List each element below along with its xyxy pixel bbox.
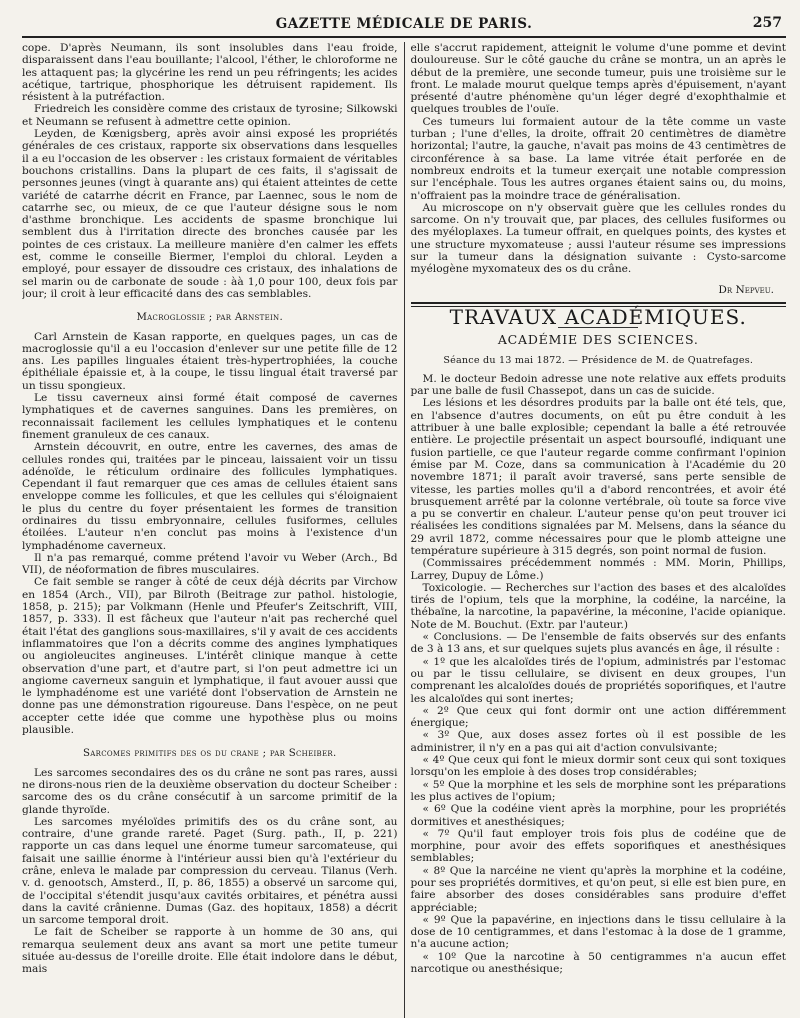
section-main-title: TRAVAUX ACADÉMIQUES. bbox=[449, 304, 747, 329]
paragraph: Le tissu caverneux ainsi formé était composé de cavernes lymphatiques et de cavernes sanguines. Dans les premières, on reconnaissait facilement les cellules lymphatiques et le contenu finement granuleux de ces canaux. bbox=[22, 392, 398, 441]
paragraph: Carl Arnstein de Kasan rapporte, en quelques pages, un cas de macroglossie qu'il a eu l'occasion d'enlever sur une petite fille de 12 ans. Les papilles linguales étaient très-hypertrophiées, la couche épithéliale épaissie et, à la coupe, le tissu lingual était traversé par un tissu spongieux. bbox=[22, 330, 398, 392]
conclusion-item: « 7º Qu'il faut employer trois fois plus de codéine que de morphine, pour avoir des effets soporifiques et anesthésiques semblables; bbox=[410, 827, 786, 865]
section-heading-sarcomes: Sarcomes primitifs des os du crane ; par Scheiber. bbox=[82, 748, 337, 760]
session-line: Séance du 13 mai 1872. — Présidence de M. de Quatrefages. bbox=[443, 354, 754, 366]
conclusion-item: « 9º Que la papavérine, en injections dans le tissu cellulaire à la dose de 10 centigrammes, et dans l'estomac à la dose de 1 gramme, n'a aucune action; bbox=[410, 913, 786, 951]
conclusion-item: « 6º Que la codéine vient après la morphine, pour les propriétés dormitives et anesthésiques; bbox=[410, 803, 786, 828]
paragraph: Les sarcomes myéloïdes primitifs des os du crâne sont, au contraire, d'une grande rareté. Paget (Surg. path., II, p. 221) rapporte un cas dans lequel une énorme tumeur sarcomateuse, qui faisait une saillie énorme à l'intérieur aussi bien qu'à l'extérieur du crâne, enleva le malade par compression du cerveau. Tilanus (Verh. v. d. genootsch, Amsterd., II, p. 86, 1855) a observé un sarcome qui, de l'occipital s'étendit jusqu'aux cavités orbitaires, et pénétra aussi dans la cavité crânienne. Dumas (Gaz. des hopitaux, 1858) a décrit un sarcome temporal droit. bbox=[22, 815, 398, 927]
paragraph: Leyden, de Kœnigsberg, après avoir ainsi exposé les propriétés générales de ces cristaux, rapporte six observations dans lesquelles il a eu l'occasion de les observer : les cristaux formaient de véritables bouchons cristallins. Dans la plupart de ces faits, il s'agissait de personnes jeunes (vingt à quarante ans) qui étaient atteintes de cette variété de catarrhe décrit en France, par Laennec, sous le nom de catarrhe sec, ou mieux, de ce que l'auteur désigne sous le nom d'asthme bronchique. Les accidents de spasme bronchique lui semblent dus à l'irritation directe des bronches causée par les pointes de ces cristaux. La meilleure manière d'en calmer les effets est, comme le conseille Biermer, l'emploi du chloral. Leyden a employé, pour essayer de dissoudre ces cristaux, des inhalations de sel marin ou de carbonate de soude : àà 1,0 pour 100, deux fois par jour; il croit à leur efficacité dans des cas semblables. bbox=[22, 128, 398, 300]
paragraph: Les lésions et les désordres produits par la balle ont été tels, que, en l'absence d'autres documents, on eût pu être conduit à les attribuer à une balle explosible; cependant la balle a été retrouvée entière. Le projectile présentait un aspect boursouflé, indiquant une fusion partielle, ce que l'auteur regarde comme confirmant l'opinion émise par M. Coze, dans sa communication à l'Académie du 20 novembre 1871; il paraît avoir traversé, sans perte sensible de vitesse, les parties molles qu'il a d'abord rencontrées, et avoir été brusquement arrêté par la colonne vertébrale, où toute sa force vive a pu se convertir en chaleur. L'auteur pense qu'on peut trouver ici réalisées les conditions signalées par M. Melsens, dans la séance du 29 avril 1872, comme nécessaires pour que le plomb atteigne une température supérieure à 315 degrés, son point normal de fusion. bbox=[410, 397, 786, 557]
right-column bbox=[405, 42, 787, 1018]
page-number: 257 bbox=[752, 15, 782, 31]
paragraph: Au microscope on n'y observait guère que les cellules rondes du sarcome. On n'y trouvait que, par places, des cellules fusiformes ou des myéloplaxes. La tumeur offrait, en quelques points, des kystes et une structure myxomateuse ; aussi l'auteur résume ses impressions sur la tumeur dans la désignation suivante : Cysto-sarcome myélogène myxomateux des os du crâne. bbox=[410, 201, 786, 276]
paragraph: cope. D'après Neumann, ils sont insolubles dans l'eau froide, disparaissent dans l'eau bouillante; l'alcool, l'éther, le chloroforme ne les attaquent pas; la glycérine les rend un peu réfringents; les acides acétique, tartrique, phosphorique les détruisent rapidement. Ils résistent à la putréfaction. bbox=[22, 42, 398, 104]
paragraph: Il n'a pas remarqué, comme prétend l'avoir vu Weber (Arch., Bd VII), de néoformation de fibres musculaires. bbox=[22, 551, 398, 577]
paragraph: elle s'accrut rapidement, atteignit le volume d'une pomme et devint douloureuse. Sur le côté gauche du crâne se montra, un an après le début de la première, une seconde tumeur, puis une troisième sur le front. Le malade mourut quelque temps après d'épuisement, n'ayant présenté d'autre phénomène qu'un léger degré d'exophthalmie et quelques troubles de l'ouïe. bbox=[410, 42, 786, 116]
author-signature: Dr Nepveu. bbox=[718, 283, 774, 296]
paragraph: Arnstein découvrit, en outre, entre les cavernes, des amas de cellules rondes qui, traitées par le pinceau, laissaient voir un tissu adénoïde, le réticulum ordinaire des follicules lymphatiques. Cependant il faut remarquer que ces amas de cellules étaient sans enveloppe comme les follicules, et que les cellules qui s'éloignaient le plus du centre du foyer présentaient les formes de transition ordinaires du tissu embryonnaire, cellules fusiformes, cellules étoilées. L'auteur n'en conclut pas moins à l'existence d'un lymphadénome caverneux. bbox=[22, 441, 398, 552]
two-column-body bbox=[22, 42, 786, 1018]
toxicology-paragraph: Toxicologie. — Recherches sur l'action des bases et des alcaloïdes tirés de l'opium, tels que la morphine, la codéine, la narcéine, la thébaïne, la narcotine, la papavérine, la méconine, l'acide opianique. Note de M. Bouchut. (Extr. par l'auteur.) bbox=[410, 581, 786, 631]
paragraph: Les sarcomes secondaires des os du crâne ne sont pas rares, aussi ne dirons-nous rien de la deuxième observation du docteur Scheiber : sarcome des os du crâne consécutif à un sarcome primitif de la glande thyroïde. bbox=[22, 766, 398, 816]
paragraph: Le fait de Scheiber se rapporte à un homme de 30 ans, qui remarqua seulement deux ans avant sa mort une petite tumeur située au-dessus de l'oreille droite. Elle était indolore dans le début, mais bbox=[22, 926, 398, 976]
conclusion-item: « 3º Que, aux doses assez fortes où il est possible de les administrer, il n'y en a pas qui ait d'action convulsivante; bbox=[410, 729, 786, 754]
conclusion-item: « Conclusions. — De l'ensemble de faits observés sur des enfants de 3 à 13 ans, et sur quelques sujets plus avancés en âge, il résulte : bbox=[410, 631, 786, 656]
conclusion-item: « 4º Que ceux qui font le mieux dormir sont ceux qui sont toxiques lorsqu'on les emploie à des doses trop considérables; bbox=[410, 754, 786, 779]
paragraph: (Commissaires précédemment nommés : MM. Morin, Phillips, Larrey, Dupuy de Lôme.) bbox=[410, 557, 786, 582]
conclusion-item: « 2º Que ceux qui font dormir ont une action différemment énergique; bbox=[410, 704, 786, 730]
running-header bbox=[22, 12, 786, 38]
section-heading-macroglossie: Macroglossie ; par Arnstein. bbox=[136, 312, 284, 324]
left-column bbox=[22, 42, 404, 1018]
paragraph: Friedreich les considère comme des cristaux de tyrosine; Silkowski et Neumann se refusent à admettre cette opinion. bbox=[22, 103, 398, 128]
conclusion-item: « 1º que les alcaloïdes tirés de l'opium, administrés par l'estomac ou par le tissu cellulaire, se divisent en deux groupes, l'un comprenant les alcaloïdes doués de propriétés soporifiques, et l'autre les alcaloïdes qui sont inertes; bbox=[410, 655, 786, 705]
conclusion-item: « 10º Que la narcotine à 50 centigrammes n'a aucun effet narcotique ou anesthésique; bbox=[410, 950, 786, 976]
journal-title: GAZETTE MÉDICALE DE PARIS. bbox=[275, 16, 533, 32]
paragraph: Ce fait semble se ranger à côté de ceux déjà décrits par Virchow en 1854 (Arch., VII), par Bilroth (Beitrage zur pathol. histologie, 1858, p. 215); par Volkmann (Henle und Pfeufer's Zeitschrift, VIII, 1857, p. 333). Il est fâcheux que l'auteur n'ait pas recherché quel était l'état des ganglions sous-maxillaires, s'il y avait de ces accidents inflammatoires que l'on a décrits comme des angines lymphatiques ou angioleucites angineuses. L'intérêt clinique manque à cette observation d'une part, et d'autre part, si l'on peut admettre ici un angiome caverneux sanguin et lymphatique, il faut avouer aussi que le lymphadénome est une variété dont l'observation de Arnstein ne donne pas une démonstration rigoureuse. Dans l'espèce, on ne peut accepter cette idée que comme une hypothèse plus ou moins plausible. bbox=[22, 576, 398, 737]
section-subtitle: ACADÉMIE DES SCIENCES. bbox=[497, 332, 699, 348]
paragraph: Ces tumeurs lui formaient autour de la tête comme un vaste turban ; l'une d'elles, la droite, offrait 20 centimètres de diamètre horizontal; l'autre, la gauche, n'avait pas moins de 43 centimètres de circonférence à sa base. La lame vitrée était perforée en de nombreux endroits et la tumeur exerçait une notable compression sur l'encéphale. Tous les autres organes étaient sains ou, du moins, n'offraient pas la moindre trace de généralisation. bbox=[410, 115, 786, 202]
section-rule bbox=[411, 302, 787, 304]
conclusion-item: « 8º Que la narcéine ne vient qu'après la morphine et la codéine, pour ses propriétés dormitives, et qu'on peut, si elle est bien pure, en faire absorber des doses considérables sans produire d'effet appréciable; bbox=[410, 864, 786, 914]
conclusion-item: « 5º Que la morphine et les sels de morphine sont les préparations les plus actives de l'opium; bbox=[410, 778, 786, 803]
paragraph: M. le docteur Bedoin adresse une note relative aux effets produits par une balle de fusil Chassepot, dans un cas de suicide. bbox=[410, 372, 786, 398]
